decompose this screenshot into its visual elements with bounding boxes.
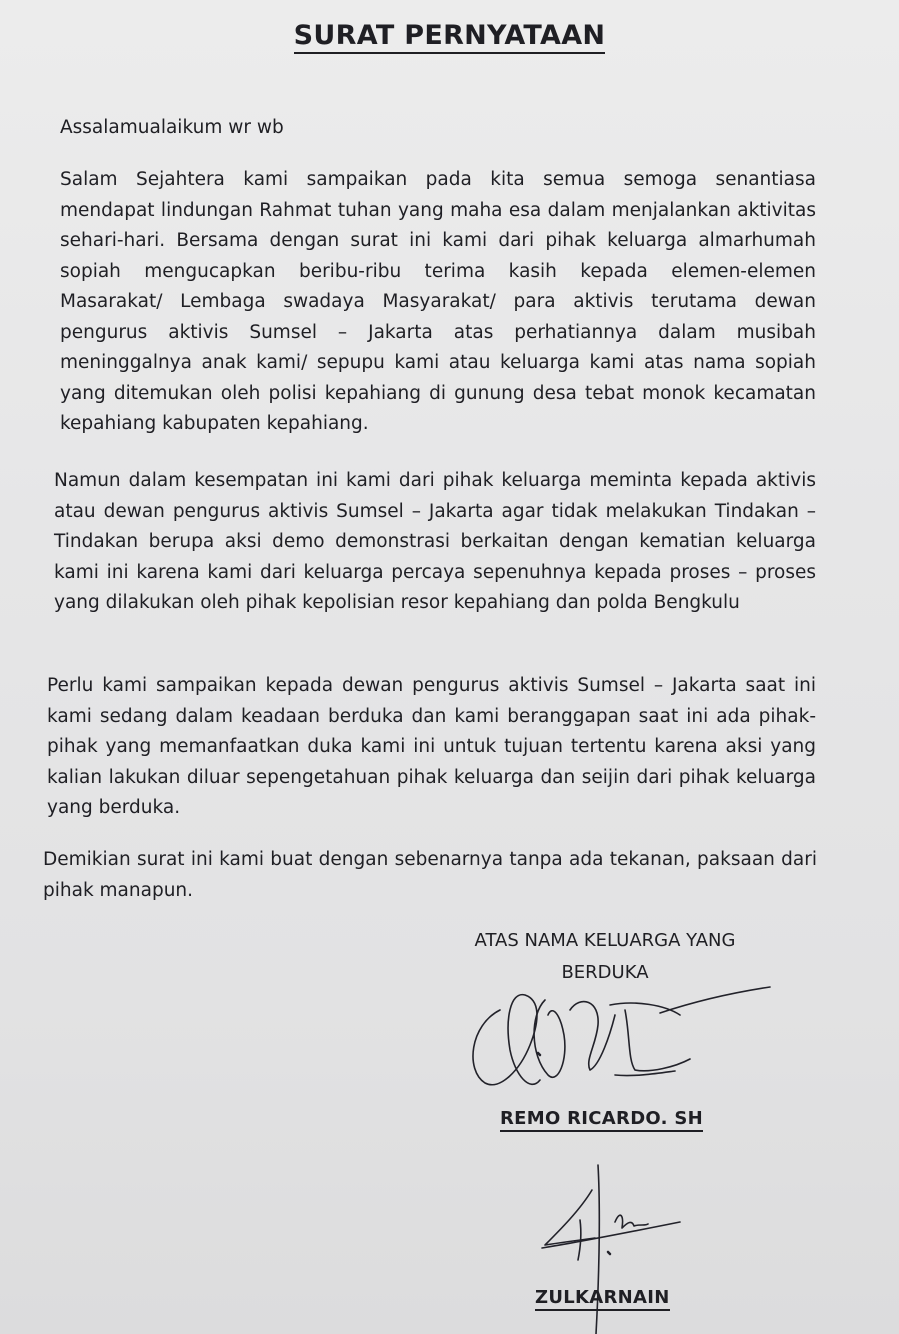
- signature-1: [460, 975, 780, 1105]
- signatory-1-name: [500, 1108, 703, 1129]
- greeting: Assalamualaikum wr wb: [60, 117, 284, 138]
- paragraph-3: Perlu kami sampaikan kepada dewan pengurus aktivis Sumsel – Jakarta saat ini kami sedang dalam keadaan berduka dan kami beranggapan saat ini ada pihak-pihak yang memanfaatkan duka kami ini untuk tujuan tertentu karena aksi yang kalian lakukan diluar sepengetahuan pihak keluarga dan seijin dari pihak keluarga yang berduka.: [47, 675, 816, 818]
- paragraph-4: Demikian surat ini kami buat dengan sebenarnya tanpa ada tekanan, paksaan dari pihak manapun.: [43, 849, 817, 901]
- letter-title-text: SURAT PERNYATAAN: [294, 20, 606, 54]
- paragraph-2: Namun dalam kesempatan ini kami dari pihak keluarga meminta kepada aktivis atau dewan pengurus aktivis Sumsel – Jakarta agar tidak melakukan Tindakan – Tindakan berupa aksi demo demonstrasi berkaitan dengan kematian keluarga kami ini karena kami dari keluarga percaya sepenuhnya kepada proses – proses yang dilakukan oleh pihak kepolisian resor kepahiang dan polda Bengkulu: [54, 470, 816, 613]
- closing-line-2: BERDUKA: [561, 962, 649, 983]
- signatory-1-text: REMO RICARDO. SH: [500, 1108, 703, 1132]
- closing-line-1: ATAS NAMA KELUARGA YANG: [474, 930, 736, 951]
- signatory-2-text: ZULKARNAIN: [535, 1287, 670, 1311]
- letter-title: [0, 20, 899, 51]
- paragraph-1: Salam Sejahtera kami sampaikan pada kita semua semoga senantiasa mendapat lindungan Rahmat tuhan yang maha esa dalam menjalankan aktivitas sehari-hari. Bersama dengan surat ini kami dari pihak keluarga almarhumah sopiah mengucapkan beribu-ribu terima kasih kepada elemen-elemen Masarakat/ Lembaga swadaya Masyarakat/ para aktivis terutama dewan pengurus aktivis Sumsel – Jakarta atas perhatiannya dalam musibah meninggalnya anak kami/ sepupu kami atau keluarga kami atas nama sopiah yang ditemukan oleh polisi kepahiang di gunung desa tebat monok kecamatan kepahiang kabupaten kepahiang.: [60, 169, 816, 434]
- signatory-2-name: [535, 1287, 670, 1308]
